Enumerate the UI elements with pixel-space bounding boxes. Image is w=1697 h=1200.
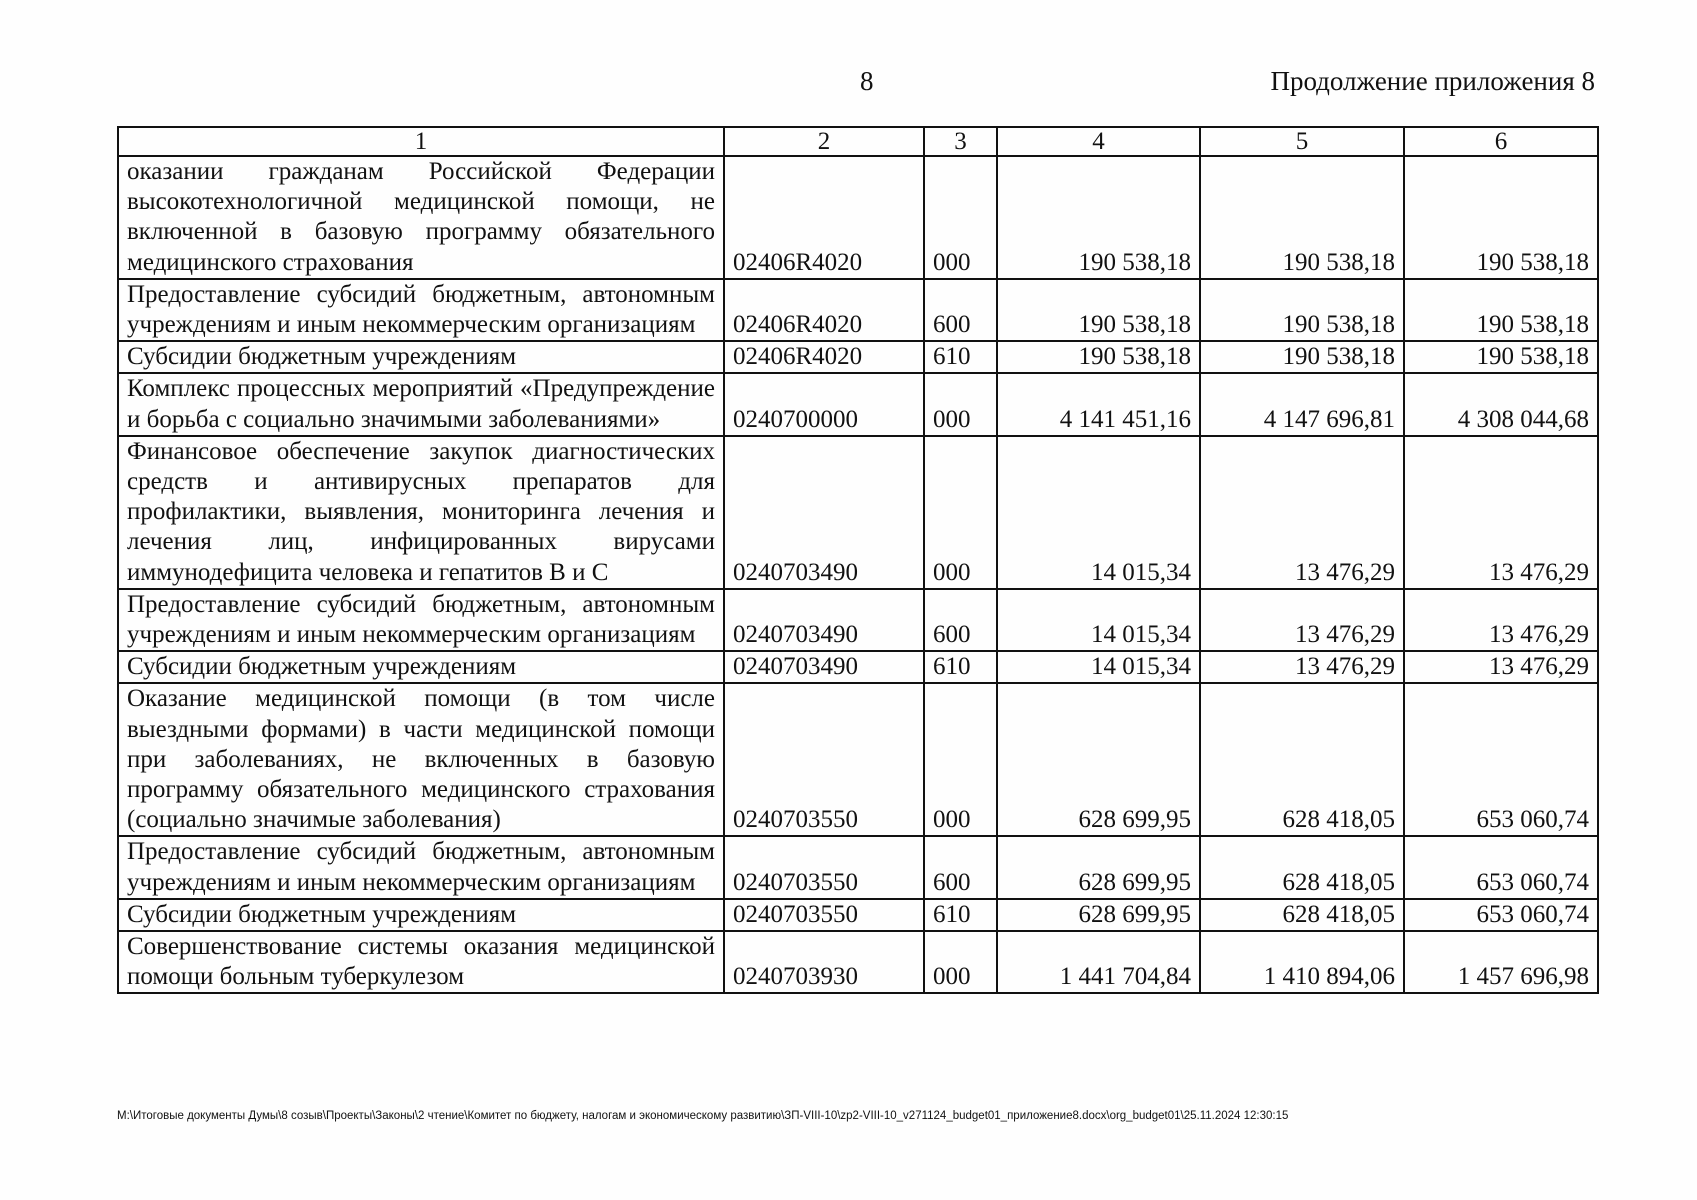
row-name: Финансовое обеспечение закупок диагностических средств и антивирусных препаратов для профилактики, выявления, мониторинга лечения и лечения лиц, инфицированных вирусами иммунодефицита человека и гепатитов B и C <box>118 436 724 589</box>
column-header: 6 <box>1404 127 1598 156</box>
amount-year-2: 628 418,05 <box>1200 899 1404 931</box>
amount-year-3: 13 476,29 <box>1404 436 1598 589</box>
expense-type-code: 000 <box>924 156 997 279</box>
column-header: 1 <box>118 127 724 156</box>
target-article-code: 0240703930 <box>724 931 924 993</box>
target-article-code: 0240703490 <box>724 651 924 683</box>
amount-year-3: 653 060,74 <box>1404 899 1598 931</box>
amount-year-2: 4 147 696,81 <box>1200 373 1404 435</box>
amount-year-3: 190 538,18 <box>1404 156 1598 279</box>
page-number: 8 <box>860 66 874 96</box>
amount-year-3: 13 476,29 <box>1404 651 1598 683</box>
table-row <box>118 589 1598 651</box>
table-row <box>118 341 1598 373</box>
header-row <box>118 127 1598 156</box>
amount-year-2: 190 538,18 <box>1200 156 1404 279</box>
row-name: Комплекс процессных мероприятий «Предупреждение и борьба с социально значимыми заболеваниями» <box>118 373 724 435</box>
expense-type-code: 000 <box>924 931 997 993</box>
amount-year-2: 13 476,29 <box>1200 589 1404 651</box>
expense-type-code: 610 <box>924 651 997 683</box>
expense-type-code: 600 <box>924 589 997 651</box>
row-name: Субсидии бюджетным учреждениям <box>118 899 724 931</box>
amount-year-3: 13 476,29 <box>1404 589 1598 651</box>
table-row <box>118 279 1598 341</box>
row-name: Совершенствование системы оказания медицинской помощи больным туберкулезом <box>118 931 724 993</box>
amount-year-1: 628 699,95 <box>997 683 1200 836</box>
target-article-code: 0240700000 <box>724 373 924 435</box>
amount-year-3: 190 538,18 <box>1404 341 1598 373</box>
expense-type-code: 000 <box>924 373 997 435</box>
amount-year-1: 14 015,34 <box>997 651 1200 683</box>
target-article-code: 0240703550 <box>724 683 924 836</box>
row-name: Предоставление субсидий бюджетным, автономным учреждениям и иным некоммерческим организациям <box>118 589 724 651</box>
expense-type-code: 610 <box>924 899 997 931</box>
target-article-code: 02406R4020 <box>724 156 924 279</box>
table-row <box>118 683 1598 836</box>
target-article-code: 0240703490 <box>724 436 924 589</box>
amount-year-1: 14 015,34 <box>997 436 1200 589</box>
target-article-code: 0240703490 <box>724 589 924 651</box>
file-path-footer: M:\Итоговые документы Думы\8 созыв\Проекты\Законы\2 чтение\Комитет по бюджету, налогам и экономическому развитию\ЗП-VIII-10\zp2-VIII-10_v271124_budget01_приложение8.docx\org_budget01\25.11.2024 12:30:15 <box>117 1110 1289 1122</box>
target-article-code: 02406R4020 <box>724 341 924 373</box>
column-header: 4 <box>997 127 1200 156</box>
table-header <box>118 127 1598 156</box>
expense-type-code: 600 <box>924 279 997 341</box>
table-row <box>118 836 1598 898</box>
amount-year-2: 13 476,29 <box>1200 436 1404 589</box>
target-article-code: 0240703550 <box>724 899 924 931</box>
amount-year-2: 13 476,29 <box>1200 651 1404 683</box>
amount-year-1: 628 699,95 <box>997 836 1200 898</box>
amount-year-3: 653 060,74 <box>1404 836 1598 898</box>
amount-year-2: 628 418,05 <box>1200 836 1404 898</box>
target-article-code: 02406R4020 <box>724 279 924 341</box>
amount-year-1: 190 538,18 <box>997 279 1200 341</box>
table-row <box>118 373 1598 435</box>
amount-year-3: 190 538,18 <box>1404 279 1598 341</box>
table-row <box>118 899 1598 931</box>
amount-year-1: 628 699,95 <box>997 899 1200 931</box>
target-article-code: 0240703550 <box>724 836 924 898</box>
amount-year-2: 190 538,18 <box>1200 341 1404 373</box>
expense-type-code: 610 <box>924 341 997 373</box>
amount-year-2: 190 538,18 <box>1200 279 1404 341</box>
column-header: 3 <box>924 127 997 156</box>
amount-year-2: 1 410 894,06 <box>1200 931 1404 993</box>
row-name: Субсидии бюджетным учреждениям <box>118 341 724 373</box>
row-name: оказании гражданам Российской Федерации высокотехнологичной медицинской помощи, не включенной в базовую программу обязательного медицинского страхования <box>118 156 724 279</box>
table-row <box>118 931 1598 993</box>
expense-type-code: 000 <box>924 683 997 836</box>
amount-year-3: 1 457 696,98 <box>1404 931 1598 993</box>
amount-year-2: 628 418,05 <box>1200 683 1404 836</box>
amount-year-3: 653 060,74 <box>1404 683 1598 836</box>
table-body <box>118 156 1598 993</box>
amount-year-1: 1 441 704,84 <box>997 931 1200 993</box>
table-row <box>118 651 1598 683</box>
column-header: 5 <box>1200 127 1404 156</box>
row-name: Предоставление субсидий бюджетным, автономным учреждениям и иным некоммерческим организациям <box>118 279 724 341</box>
expense-type-code: 600 <box>924 836 997 898</box>
amount-year-1: 190 538,18 <box>997 341 1200 373</box>
budget-table <box>117 126 1599 994</box>
amount-year-1: 4 141 451,16 <box>997 373 1200 435</box>
table-row <box>118 436 1598 589</box>
amount-year-1: 14 015,34 <box>997 589 1200 651</box>
continuation-caption: Продолжение приложения 8 <box>1270 66 1595 96</box>
column-header: 2 <box>724 127 924 156</box>
amount-year-3: 4 308 044,68 <box>1404 373 1598 435</box>
row-name: Предоставление субсидий бюджетным, автономным учреждениям и иным некоммерческим организациям <box>118 836 724 898</box>
amount-year-1: 190 538,18 <box>997 156 1200 279</box>
expense-type-code: 000 <box>924 436 997 589</box>
row-name: Субсидии бюджетным учреждениям <box>118 651 724 683</box>
table-row <box>118 156 1598 279</box>
row-name: Оказание медицинской помощи (в том числе выездными формами) в части медицинской помощи при заболеваниях, не включенных в базовую программу обязательного медицинского страхования (социально значимые заболевания) <box>118 683 724 836</box>
